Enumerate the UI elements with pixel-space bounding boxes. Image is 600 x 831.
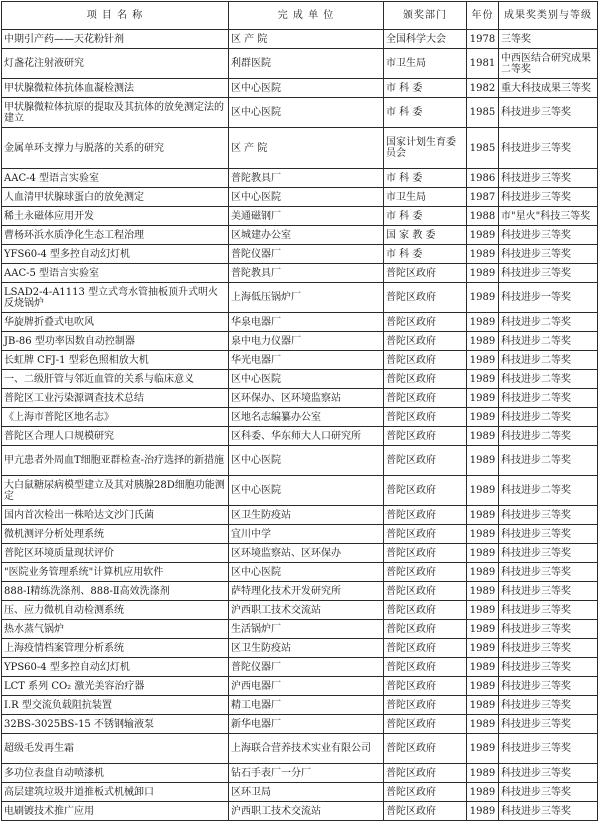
year-cell: 1989 <box>467 226 499 245</box>
award-level-cell: 中西医结合研究成果二等奖 <box>499 49 598 79</box>
project-name-cell: 灯盏花注射液研究 <box>2 49 229 79</box>
organization-cell: 区 产 院 <box>229 30 384 49</box>
table-row <box>2 544 598 563</box>
issuer-cell: 普陀区政府 <box>384 563 467 582</box>
organization-cell: 宜川中学 <box>229 525 384 544</box>
table-row <box>2 525 598 544</box>
organization-cell: 美通磁钢厂 <box>229 207 384 226</box>
header-award-level: 成果奖类别与等级 <box>499 2 598 30</box>
award-level-cell: 科技进步二等奖 <box>499 332 598 351</box>
year-cell: 1981 <box>467 49 499 79</box>
header-project-name: 项 目 名 称 <box>2 2 229 30</box>
award-level-cell: 科技进步三等奖 <box>499 783 598 802</box>
award-level-cell: 科技进步三等奖 <box>499 764 598 783</box>
award-level-cell: 科技进步三等奖 <box>499 620 598 639</box>
organization-cell: 新华电器厂 <box>229 715 384 734</box>
award-level-cell: 三等奖 <box>499 30 598 49</box>
award-level-cell: 科技进步三等奖 <box>499 544 598 563</box>
issuer-cell: 普陀区政府 <box>384 283 467 313</box>
issuer-cell: 普陀区政府 <box>384 802 467 821</box>
year-cell: 1989 <box>467 506 499 525</box>
project-name-cell: 888-Ⅰ精练洗涤剂、888-Ⅱ高效洗涤剂 <box>2 582 229 601</box>
table-row <box>2 506 598 525</box>
issuer-cell: 普陀区政府 <box>384 639 467 658</box>
issuer-cell: 市 科 委 <box>384 79 467 98</box>
table-row <box>2 601 598 620</box>
issuer-cell: 普陀区政府 <box>384 332 467 351</box>
year-cell: 1989 <box>467 658 499 677</box>
issuer-cell: 国 家 教 委 <box>384 226 467 245</box>
table-row <box>2 128 598 169</box>
organization-cell: 区环卫局 <box>229 783 384 802</box>
project-name-cell: YFS60-4 型多控自动幻灯机 <box>2 245 229 264</box>
organization-cell: 区中心医院 <box>229 476 384 506</box>
organization-cell: 区中心医院 <box>229 370 384 389</box>
year-cell: 1988 <box>467 207 499 226</box>
table-row <box>2 677 598 696</box>
issuer-cell: 普陀区政府 <box>384 389 467 408</box>
issuer-cell: 普陀区政府 <box>384 313 467 332</box>
year-cell: 1989 <box>467 446 499 476</box>
table-row <box>2 446 598 476</box>
award-level-cell: 科技进步三等奖 <box>499 563 598 582</box>
issuer-cell: 普陀区政府 <box>384 658 467 677</box>
table-row <box>2 313 598 332</box>
issuer-cell: 普陀区政府 <box>384 506 467 525</box>
award-level-cell: 科技进步三等奖 <box>499 128 598 169</box>
year-cell: 1989 <box>467 389 499 408</box>
project-name-cell: 金属单环支撑力与脱落的关系的研究 <box>2 128 229 169</box>
table-row <box>2 98 598 128</box>
year-cell: 1989 <box>467 802 499 821</box>
header-year: 年份 <box>467 2 499 30</box>
issuer-cell: 普陀区政府 <box>384 582 467 601</box>
organization-cell: 沪西职工技术交流站 <box>229 601 384 620</box>
project-name-cell: LCT 系列 CO₂ 激光美容治疗器 <box>2 677 229 696</box>
project-name-cell: 多功位表盘自动喷漆机 <box>2 764 229 783</box>
issuer-cell: 普陀区政府 <box>384 544 467 563</box>
year-cell: 1989 <box>467 639 499 658</box>
table-row <box>2 476 598 506</box>
year-cell: 1989 <box>467 408 499 427</box>
issuer-cell: 普陀区政府 <box>384 601 467 620</box>
project-name-cell: AAC-5 型语言实验室 <box>2 264 229 283</box>
header-organization: 完 成 单 位 <box>229 2 384 30</box>
organization-cell: 普陀教具厂 <box>229 264 384 283</box>
issuer-cell: 市 科 委 <box>384 169 467 188</box>
project-name-cell: 大白鼠糖尿病模型建立及其对胰腺28D细胞功能测定 <box>2 476 229 506</box>
table-row <box>2 49 598 79</box>
year-cell: 1989 <box>467 313 499 332</box>
year-cell: 1989 <box>467 332 499 351</box>
table-row <box>2 264 598 283</box>
award-level-cell: 科技进步三等奖 <box>499 734 598 764</box>
project-name-cell: 热水蒸气锅炉 <box>2 620 229 639</box>
issuer-cell: 普陀区政府 <box>384 370 467 389</box>
organization-cell: 区地名志编纂办公室 <box>229 408 384 427</box>
table-row <box>2 764 598 783</box>
table-row <box>2 332 598 351</box>
table-header <box>2 2 598 30</box>
table-row <box>2 582 598 601</box>
project-name-cell: 曹杨环浜水质净化生态工程治理 <box>2 226 229 245</box>
organization-cell: 沪西职工技术交流站 <box>229 802 384 821</box>
project-name-cell: 长虹牌 CFJ-1 型彩色照相放大机 <box>2 351 229 370</box>
issuer-cell: 国家计划生育委员会 <box>384 128 467 169</box>
table-row <box>2 427 598 446</box>
organization-cell: 上海低压锅炉厂 <box>229 283 384 313</box>
award-level-cell: 市"星火"科技三等奖 <box>499 207 598 226</box>
award-level-cell: 重大科技成果三等奖 <box>499 79 598 98</box>
award-level-cell: 科技进步三等奖 <box>499 525 598 544</box>
project-name-cell: 国内首次检出一株哈达文沙门氏菌 <box>2 506 229 525</box>
award-level-cell: 科技进步三等奖 <box>499 264 598 283</box>
project-name-cell: 甲状腺微粒体抗体血凝检测法 <box>2 79 229 98</box>
project-name-cell: JB-86 型功率因数自动控制器 <box>2 332 229 351</box>
year-cell: 1989 <box>467 734 499 764</box>
organization-cell: 区中心医院 <box>229 188 384 207</box>
table-row <box>2 639 598 658</box>
award-level-cell: 科技进步二等奖 <box>499 389 598 408</box>
table-row <box>2 389 598 408</box>
project-name-cell: 华旋牌折叠式电吹风 <box>2 313 229 332</box>
project-name-cell: YPS60-4 型多控自动幻灯机 <box>2 658 229 677</box>
award-level-cell: 科技进步三等奖 <box>499 677 598 696</box>
issuer-cell: 市 科 委 <box>384 245 467 264</box>
organization-cell: 华泉电器厂 <box>229 313 384 332</box>
award-level-cell: 科技进步三等奖 <box>499 506 598 525</box>
issuer-cell: 普陀区政府 <box>384 351 467 370</box>
year-cell: 1987 <box>467 188 499 207</box>
organization-cell: 普陀教具厂 <box>229 169 384 188</box>
table-row <box>2 169 598 188</box>
table-row <box>2 79 598 98</box>
organization-cell: 区卫生防疫站 <box>229 639 384 658</box>
project-name-cell: 普陀区工业污染源调查技术总结 <box>2 389 229 408</box>
award-level-cell: 科技进步三等奖 <box>499 226 598 245</box>
organization-cell: 普陀仪器厂 <box>229 245 384 264</box>
year-cell: 1989 <box>467 620 499 639</box>
organization-cell: 普陀仪器厂 <box>229 658 384 677</box>
project-name-cell: 普陀区环境质量现状评价 <box>2 544 229 563</box>
project-name-cell: "医院业务管理系统"计算机应用软件 <box>2 563 229 582</box>
year-cell: 1989 <box>467 283 499 313</box>
issuer-cell: 市卫生局 <box>384 49 467 79</box>
issuer-cell: 普陀区政府 <box>384 427 467 446</box>
table-row <box>2 802 598 821</box>
organization-cell: 钻石手表厂一分厂 <box>229 764 384 783</box>
year-cell: 1978 <box>467 30 499 49</box>
project-name-cell: 压、应力微机自动检测系统 <box>2 601 229 620</box>
award-level-cell: 科技进步二等奖 <box>499 446 598 476</box>
project-name-cell: 甲状腺微粒体抗原的提取及其抗体的放免测定法的建立 <box>2 98 229 128</box>
issuer-cell: 普陀区政府 <box>384 715 467 734</box>
award-level-cell: 科技进步三等奖 <box>499 582 598 601</box>
table-row <box>2 715 598 734</box>
issuer-cell: 市 科 委 <box>384 207 467 226</box>
year-cell: 1989 <box>467 370 499 389</box>
table-row <box>2 188 598 207</box>
organization-cell: 区中心医院 <box>229 98 384 128</box>
header-issuer: 颁奖部门 <box>384 2 467 30</box>
project-name-cell: 甲亢患者外周血T细胞亚群检查-治疗选择的新措施 <box>2 446 229 476</box>
award-level-cell: 科技进步三等奖 <box>499 98 598 128</box>
project-name-cell: 超级毛发再生霜 <box>2 734 229 764</box>
organization-cell: 区环保办、区环境监察站 <box>229 389 384 408</box>
organization-cell: 生活锅炉厂 <box>229 620 384 639</box>
issuer-cell: 市 科 委 <box>384 98 467 128</box>
project-name-cell: AAC-4 型语言实验室 <box>2 169 229 188</box>
award-level-cell: 科技进步二等奖 <box>499 313 598 332</box>
year-cell: 1989 <box>467 264 499 283</box>
year-cell: 1989 <box>467 525 499 544</box>
award-level-cell: 科技进步三等奖 <box>499 658 598 677</box>
project-name-cell: 一、二级肝管与邻近血管的关系与临床意义 <box>2 370 229 389</box>
award-level-cell: 科技进步二等奖 <box>499 351 598 370</box>
award-level-cell: 科技进步三等奖 <box>499 188 598 207</box>
organization-cell: 区中心医院 <box>229 563 384 582</box>
organization-cell: 精工电器厂 <box>229 696 384 715</box>
organization-cell: 利群医院 <box>229 49 384 79</box>
awards-document <box>1 1 599 829</box>
project-name-cell: 普陀区合理人口规模研究 <box>2 427 229 446</box>
issuer-cell: 普陀区政府 <box>384 525 467 544</box>
award-level-cell: 科技进步三等奖 <box>499 639 598 658</box>
project-name-cell: 人血清甲状腺球蛋白的放免测定 <box>2 188 229 207</box>
table-row <box>2 563 598 582</box>
award-level-cell: 科技进步三等奖 <box>499 696 598 715</box>
project-name-cell: LSAD2-4-A1113 型立式弯水管抽板顶升式明火反烧锅炉 <box>2 283 229 313</box>
award-level-cell: 科技进步二等奖 <box>499 476 598 506</box>
award-level-cell: 科技进步一等奖 <box>499 283 598 313</box>
year-cell: 1989 <box>467 476 499 506</box>
project-name-cell: I.R 型交流负载阻抗装置 <box>2 696 229 715</box>
table-row <box>2 245 598 264</box>
organization-cell: 区科委、华东师大人口研究所 <box>229 427 384 446</box>
table-row <box>2 226 598 245</box>
issuer-cell: 普陀区政府 <box>384 476 467 506</box>
award-level-cell: 科技进步二等奖 <box>499 408 598 427</box>
table-row <box>2 620 598 639</box>
project-name-cell: 高层建筑垃圾井道推板式机械卸口 <box>2 783 229 802</box>
organization-cell: 区中心医院 <box>229 79 384 98</box>
award-level-cell: 科技进步三等奖 <box>499 169 598 188</box>
year-cell: 1989 <box>467 427 499 446</box>
organization-cell: 区环境监察站、区环保办 <box>229 544 384 563</box>
issuer-cell: 普陀区政府 <box>384 734 467 764</box>
issuer-cell: 普陀区政府 <box>384 696 467 715</box>
project-name-cell: 稀土永磁体应用开发 <box>2 207 229 226</box>
issuer-cell: 全国科学大会 <box>384 30 467 49</box>
organization-cell: 沪西电器厂 <box>229 677 384 696</box>
issuer-cell: 市卫生局 <box>384 188 467 207</box>
table-row <box>2 696 598 715</box>
year-cell: 1989 <box>467 601 499 620</box>
table-row <box>2 734 598 764</box>
project-name-cell: 微机测评分析处理系统 <box>2 525 229 544</box>
issuer-cell: 普陀区政府 <box>384 264 467 283</box>
organization-cell: 上海联合营养技术实业有限公司 <box>229 734 384 764</box>
year-cell: 1989 <box>467 696 499 715</box>
issuer-cell: 普陀区政府 <box>384 408 467 427</box>
year-cell: 1989 <box>467 245 499 264</box>
issuer-cell: 普陀区政府 <box>384 677 467 696</box>
organization-cell: 区中心医院 <box>229 446 384 476</box>
year-cell: 1985 <box>467 128 499 169</box>
project-name-cell: 中期引产药——天花粉针剂 <box>2 30 229 49</box>
year-cell: 1986 <box>467 169 499 188</box>
award-level-cell: 科技进步三等奖 <box>499 601 598 620</box>
table-row <box>2 370 598 389</box>
project-name-cell: 32BS-3025BS-15 不锈钢输液泵 <box>2 715 229 734</box>
year-cell: 1989 <box>467 677 499 696</box>
award-level-cell: 科技进步三等奖 <box>499 715 598 734</box>
table-body <box>2 30 598 821</box>
year-cell: 1985 <box>467 98 499 128</box>
organization-cell: 区卫生防疫站 <box>229 506 384 525</box>
year-cell: 1989 <box>467 563 499 582</box>
year-cell: 1982 <box>467 79 499 98</box>
organization-cell: 泉中电力仪器厂 <box>229 332 384 351</box>
award-level-cell: 科技进步三等奖 <box>499 802 598 821</box>
header-row <box>2 2 598 30</box>
organization-cell: 华光电器厂 <box>229 351 384 370</box>
year-cell: 1989 <box>467 582 499 601</box>
award-level-cell: 科技进步三等奖 <box>499 245 598 264</box>
year-cell: 1989 <box>467 351 499 370</box>
award-level-cell: 科技进步二等奖 <box>499 427 598 446</box>
project-name-cell: 电刷镀技术推广应用 <box>2 802 229 821</box>
year-cell: 1989 <box>467 783 499 802</box>
organization-cell: 萨特理化技术开发研究所 <box>229 582 384 601</box>
year-cell: 1989 <box>467 715 499 734</box>
issuer-cell: 普陀区政府 <box>384 620 467 639</box>
issuer-cell: 普陀区政府 <box>384 764 467 783</box>
project-name-cell: 《上海市普陀区地名志》 <box>2 408 229 427</box>
issuer-cell: 普陀区政府 <box>384 446 467 476</box>
table-row <box>2 283 598 313</box>
table-row <box>2 351 598 370</box>
awards-table <box>1 1 598 821</box>
table-row <box>2 783 598 802</box>
table-row <box>2 658 598 677</box>
organization-cell: 区 产 院 <box>229 128 384 169</box>
year-cell: 1989 <box>467 764 499 783</box>
issuer-cell: 普陀区政府 <box>384 783 467 802</box>
organization-cell: 区城建办公室 <box>229 226 384 245</box>
table-row <box>2 30 598 49</box>
table-row <box>2 408 598 427</box>
year-cell: 1989 <box>467 544 499 563</box>
award-level-cell: 科技进步二等奖 <box>499 370 598 389</box>
table-row <box>2 207 598 226</box>
project-name-cell: 上海疫情档案管理分析系统 <box>2 639 229 658</box>
